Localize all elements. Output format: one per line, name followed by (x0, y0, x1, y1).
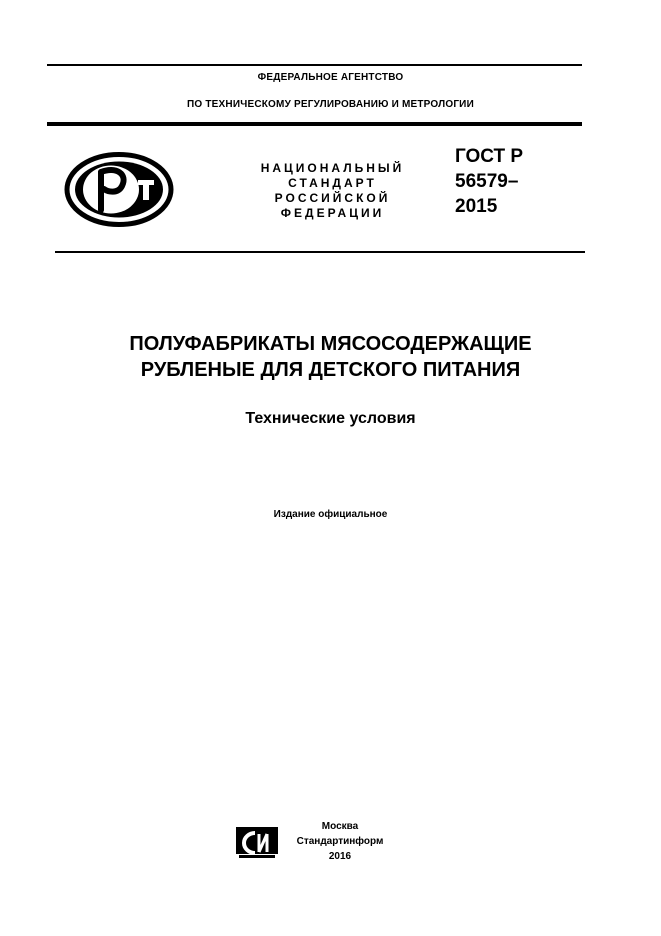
header-divider-rule (47, 122, 582, 126)
standard-kind-line-1: НАЦИОНАЛЬНЫЙ (260, 161, 405, 175)
agency-line-2: ПО ТЕХНИЧЕСКОМУ РЕГУЛИРОВАНИЮ И МЕТРОЛОГИИ (187, 99, 474, 110)
standard-kind (245, 161, 420, 221)
document-title (0, 331, 661, 383)
standartinform-logo-icon (235, 826, 279, 860)
edition-note: Издание официальное (273, 509, 388, 520)
designation-line-2: 56579– (455, 171, 519, 192)
standard-kind-line-3: РОССИЙСКОЙ (274, 191, 391, 205)
top-rule (47, 64, 582, 66)
standard-kind-line-4: ФЕДЕРАЦИИ (280, 206, 385, 220)
designation-line-1: ГОСТ Р (455, 146, 524, 167)
document-subtitle: Технические условия (245, 410, 416, 427)
standard-designation (455, 144, 523, 219)
rst-conformity-mark-icon (64, 152, 174, 227)
publisher-year: 2016 (328, 851, 352, 862)
document-title-line-2: РУБЛЕНЫЕ ДЛЯ ДЕТСКОГО ПИТАНИЯ (140, 359, 521, 381)
designation-divider-rule (55, 251, 585, 253)
designation-line-3: 2015 (455, 196, 498, 217)
standard-kind-line-2: СТАНДАРТ (288, 176, 377, 190)
agency-line-1: ФЕДЕРАЛЬНОЕ АГЕНТСТВО (257, 72, 404, 83)
publisher-block (285, 819, 395, 864)
publisher-name: Стандартинформ (296, 836, 384, 847)
publisher-city: Москва (321, 821, 359, 832)
document-title-line-1: ПОЛУФАБРИКАТЫ МЯСОСОДЕРЖАЩИЕ (129, 333, 532, 355)
